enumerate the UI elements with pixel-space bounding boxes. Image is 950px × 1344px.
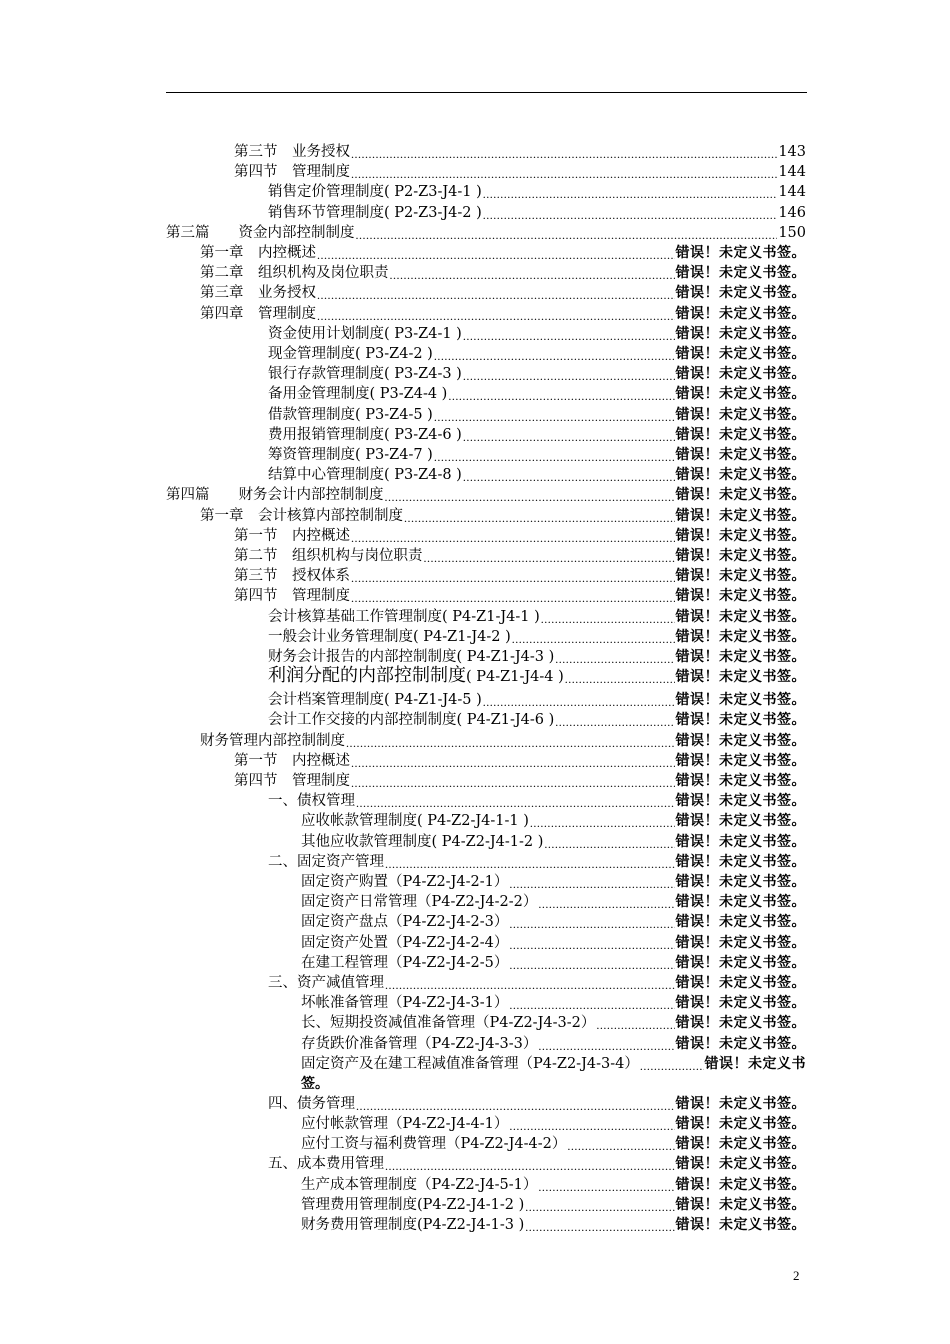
toc-entry[interactable] (268, 344, 806, 364)
dot-leader (404, 510, 675, 526)
toc-entry[interactable] (268, 852, 806, 872)
dot-leader (483, 186, 778, 202)
dot-leader (356, 227, 778, 243)
dot-leader (351, 755, 675, 771)
dot-leader (509, 937, 674, 953)
dot-leader (463, 328, 675, 344)
toc-entry-page: 错误！未定义书签。 (675, 1196, 806, 1213)
toc-entry-label: 销售定价管理制度( P2-Z3-J4-1 ) (268, 184, 482, 201)
toc-entry-label: 财务会计报告的内部控制制度( P4-Z1-J4-3 ) (268, 649, 555, 665)
toc-entry-label: 第二节 组织机构与岗位职责 (234, 548, 423, 564)
toc-entry-page: 错误！未定义书签。 (675, 954, 806, 971)
toc-entry-page: 144 (778, 164, 806, 181)
toc-entry-label: 第三节 授权体系 (234, 568, 350, 585)
toc-entry[interactable] (268, 364, 806, 384)
toc-entry-label: 四、债务管理 (268, 1095, 355, 1112)
toc-entry-label: 银行存款管理制度( P3-Z4-3 ) (268, 366, 462, 383)
toc-entry-page: 错误！未定义书签。 (675, 669, 806, 686)
toc-entry[interactable] (234, 526, 806, 546)
dot-leader (356, 1098, 675, 1114)
toc-entry[interactable] (166, 223, 806, 243)
toc-entry[interactable] (268, 791, 806, 811)
toc-entry-label: 现金管理制度( P3-Z4-2 ) (268, 346, 433, 362)
toc-entry-label: 第四篇 财务会计内部控制制度 (166, 487, 384, 504)
dot-leader (509, 916, 674, 932)
dot-leader (483, 694, 675, 710)
toc-entry-page: 错误！未定义书签。 (675, 692, 806, 709)
dot-leader (434, 348, 675, 364)
toc-entry-page: 错误！未定义书签。 (675, 853, 806, 870)
toc-entry-label: 应付帐款管理（P4-Z2-J4-4-1） (301, 1116, 509, 1132)
dot-leader (351, 570, 675, 586)
toc-entry-label: 借款管理制度( P3-Z4-5 ) (268, 406, 433, 423)
dot-leader (567, 1138, 674, 1154)
toc-entry-label: 财务管理内部控制制度 (200, 732, 345, 749)
toc-entry-label (268, 666, 564, 687)
toc-entry-page: 错误！未定义书签。 (675, 366, 806, 383)
toc-entry[interactable] (301, 1114, 806, 1134)
toc-entry-page: 错误！未定义书签。 (675, 874, 806, 890)
toc-entry-page: 错误！未定义书签。 (675, 527, 806, 544)
toc-entry-label-suffix: ( P4-Z1-J4-4 ) (466, 669, 564, 686)
dot-leader (385, 1158, 675, 1174)
toc-entry-label: 第一节 内控概述 (234, 527, 350, 544)
toc-entry[interactable] (301, 892, 806, 912)
toc-entry-label: 第三节 业务授权 (234, 144, 350, 160)
toc-entry[interactable] (268, 324, 806, 344)
dot-leader (385, 489, 675, 505)
dot-leader (544, 836, 674, 852)
toc-entry-label: 资金使用计划制度( P3-Z4-1 ) (268, 325, 462, 342)
dot-leader (448, 388, 674, 404)
dot-leader (317, 247, 675, 263)
dot-leader (317, 308, 675, 324)
toc-entry[interactable] (268, 445, 806, 465)
toc-entry-page: 错误！未定义书签。 (675, 447, 806, 463)
toc-entry[interactable] (301, 832, 806, 852)
dot-leader (565, 671, 675, 687)
toc-entry-page: 错误！未定义书签。 (675, 894, 806, 911)
toc-entry-page: 143 (778, 144, 806, 160)
toc-entry[interactable] (268, 384, 806, 404)
toc-entry-label: 费用报销管理制度( P3-Z4-6 ) (268, 426, 462, 443)
dot-leader (351, 590, 675, 606)
dot-leader (538, 1038, 674, 1054)
toc-entry-label: 销售环节管理制度( P2-Z3-J4-2 ) (268, 204, 482, 221)
toc-entry-page: 错误！未定义书签。 (675, 995, 806, 1012)
toc-entry-label: 结算中心管理制度( P3-Z4-8 ) (268, 467, 462, 484)
toc-entry-page: 错误！未定义书签。 (675, 649, 806, 665)
toc-entry-label: 管理费用管理制度(P4-Z2-J4-1-2 ) (301, 1196, 525, 1213)
toc-entry-label: 第四章 管理制度 (200, 305, 316, 322)
toc-entry-page: 错误！未定义书签。 (675, 507, 806, 524)
toc-entry[interactable] (200, 243, 806, 263)
toc-entry-page: 错误！未定义书签。 (675, 628, 806, 645)
toc-entry-page: 150 (778, 224, 806, 241)
toc-entry-page: 错误！未定义书签。 (675, 1176, 806, 1193)
toc-entry[interactable] (301, 1215, 806, 1235)
toc-entry-label: 五、成本费用管理 (268, 1156, 384, 1173)
toc-entry[interactable] (268, 425, 806, 445)
toc-entry[interactable] (234, 142, 806, 162)
dot-leader (525, 1199, 674, 1215)
toc-entry[interactable] (301, 1054, 806, 1094)
dot-leader (351, 775, 675, 791)
toc-entry-label: 第二章 组织机构及岗位职责 (200, 265, 389, 282)
dot-leader (385, 977, 675, 993)
toc-entry-page: 错误！未定义书签。 (675, 588, 806, 605)
toc-entry-label: 应收帐款管理制度( P4-Z2-J4-1-1 ) (301, 813, 529, 830)
toc-entry[interactable] (268, 973, 806, 993)
toc-entry-page: 错误！未定义书签。 (675, 934, 806, 951)
toc-entry-page: 错误！未定义书签。 (675, 265, 806, 282)
toc-entry-label: 坏帐准备管理（P4-Z2-J4-3-1） (301, 995, 509, 1012)
toc-entry[interactable] (234, 771, 806, 791)
dot-leader (509, 957, 674, 973)
toc-entry[interactable] (200, 304, 806, 324)
dot-leader (512, 631, 675, 647)
toc-entry-page: 错误！未定义书签。 (675, 568, 806, 585)
toc-entry-label: 第四节 管理制度 (234, 773, 350, 789)
toc-entry[interactable] (268, 647, 806, 667)
toc-entry-label: 存货跌价准备管理（P4-Z2-J4-3-3） (301, 1035, 538, 1052)
toc-entry-page: 错误！未定义书签。 (675, 285, 806, 302)
toc-entry-page: 146 (778, 204, 806, 221)
toc-entry-page-wrap: 签。 (301, 1075, 329, 1092)
toc-entry[interactable] (268, 182, 806, 202)
dot-leader (434, 409, 675, 425)
toc-entry-label: 第四节 管理制度 (234, 164, 350, 181)
toc-entry[interactable] (234, 586, 806, 606)
toc-entry-page: 错误！未定义书签。 (675, 914, 806, 931)
toc-entry-label: 在建工程管理（P4-Z2-J4-2-5） (301, 954, 509, 971)
toc-entry-page: 错误！未定义书签。 (675, 793, 806, 810)
toc-entry-label: 一、债权管理 (268, 793, 355, 810)
toc-entry[interactable] (268, 607, 806, 627)
toc-entry-page: 错误！未定义书签。 (675, 773, 806, 789)
toc-entry[interactable] (301, 933, 806, 953)
dot-leader (640, 1058, 704, 1074)
toc-entry-page: 错误！未定义书签。 (675, 833, 806, 850)
dot-leader (463, 429, 675, 445)
dot-leader (351, 146, 777, 162)
dot-leader (530, 815, 675, 831)
toc-entry[interactable] (301, 811, 806, 831)
toc-entry[interactable] (234, 162, 806, 182)
dot-leader (555, 651, 674, 667)
dot-leader (483, 207, 778, 223)
toc-entry-label-main: 利润分配的内部控制制度 (268, 665, 466, 687)
toc-entry-page: 错误！未定义书签。 (675, 712, 806, 729)
toc-entry-label: 筹资管理制度( P3-Z4-7 ) (268, 447, 433, 463)
dot-leader (346, 735, 675, 751)
toc-entry-label: 其他应收款管理制度( P4-Z2-J4-1-2 ) (301, 833, 544, 850)
toc-entry-label: 应付工资与福利费管理（P4-Z2-J4-4-2） (301, 1136, 567, 1153)
toc-entry[interactable] (268, 710, 806, 730)
toc-entry-page: 错误！未定义书签。 (675, 426, 806, 443)
toc-entry-page: 错误！未定义书签。 (675, 346, 806, 362)
dot-leader (538, 1179, 674, 1195)
header-rule (166, 92, 807, 93)
dot-leader (385, 856, 675, 872)
toc-entry[interactable] (301, 912, 806, 932)
toc-entry-label: 备用金管理制度( P3-Z4-4 ) (268, 386, 448, 403)
dot-leader (509, 997, 674, 1013)
toc-entry[interactable] (200, 263, 806, 283)
toc-entry-label: 三、资产减值管理 (268, 975, 384, 991)
toc-entry-label: 第一章 内控概述 (200, 245, 316, 261)
toc-entry-page: 错误！未定义书签。 (675, 467, 806, 484)
toc-entry-label: 会计档案管理制度( P4-Z1-J4-5 ) (268, 692, 482, 709)
toc-entry-page: 错误！未定义书签。 (675, 386, 806, 403)
toc-entry-label: 长、短期投资减值准备管理（P4-Z2-J4-3-2） (301, 1015, 596, 1032)
toc-entry[interactable] (301, 1134, 806, 1154)
toc-entry-page: 错误！未定义书签。 (675, 813, 806, 830)
toc-entry-page: 错误！未定义书签。 (675, 1136, 806, 1153)
toc-entry-label: 第三章 业务授权 (200, 285, 316, 302)
dot-leader (463, 469, 675, 485)
dot-leader (555, 714, 674, 730)
toc-entry-page: 错误！未定义书签。 (675, 1156, 806, 1173)
toc-entry[interactable] (268, 690, 806, 710)
toc-entry[interactable] (234, 566, 806, 586)
toc-entry[interactable] (301, 953, 806, 973)
toc-entry-page: 错误！未定义书签。 (675, 245, 806, 261)
toc-entry[interactable] (268, 405, 806, 425)
toc-entry[interactable] (301, 1175, 806, 1195)
dot-leader (390, 267, 675, 283)
dot-leader (351, 530, 675, 546)
page-number: 2 (793, 1268, 800, 1283)
toc-entry-page: 错误！未定义书签。 (675, 406, 806, 423)
toc-entry-page: 错误！未定义书签。 (675, 732, 806, 749)
dot-leader (541, 611, 675, 627)
toc-entry[interactable] (268, 1094, 806, 1114)
toc-entry-page: 144 (778, 184, 806, 201)
dot-leader (351, 166, 777, 182)
toc-entry-label: 一般会计业务管理制度( P4-Z1-J4-2 ) (268, 628, 511, 645)
toc-entry-label: 固定资产购置（P4-Z2-J4-2-1） (301, 874, 509, 890)
toc-entry-label: 固定资产及在建工程减值准备管理（P4-Z2-J4-3-4） (301, 1055, 639, 1072)
dot-leader (317, 287, 675, 303)
toc-entry-page: 错误！未定义书签。 (675, 1035, 806, 1052)
dot-leader (463, 368, 675, 384)
toc-entry-label: 第一章 会计核算内部控制制度 (200, 507, 403, 524)
toc-entry-label: 第三篇 资金内部控制制度 (166, 224, 355, 241)
toc-entry-page: 错误！未定义书签。 (675, 1095, 806, 1112)
toc-entry[interactable] (301, 993, 806, 1013)
toc-entry-label: 固定资产日常管理（P4-Z2-J4-2-2） (301, 894, 538, 911)
toc-entry-page: 错误！未定义书签。 (675, 1217, 806, 1233)
toc-entry-label: 二、固定资产管理 (268, 853, 384, 870)
toc-entry[interactable] (301, 1195, 806, 1215)
toc-entry-page: 错误！未定义书签。 (675, 325, 806, 342)
toc-entry[interactable] (200, 731, 806, 751)
toc-entry[interactable] (166, 485, 806, 505)
toc-entry-label: 固定资产处置（P4-Z2-J4-2-4） (301, 934, 509, 951)
toc-entry[interactable] (268, 465, 806, 485)
toc-entry[interactable] (234, 546, 806, 566)
toc-entry-page: 错误！未定义书签。 (675, 752, 806, 769)
toc-entry[interactable] (200, 506, 806, 526)
dot-leader (434, 449, 675, 465)
toc-entry-page: 错误！未定义书 (704, 1055, 806, 1072)
toc-entry[interactable] (234, 751, 806, 771)
dot-leader (538, 896, 674, 912)
toc-entry-page: 错误！未定义书签。 (675, 305, 806, 322)
dot-leader (525, 1219, 674, 1235)
toc-entry-page: 错误！未定义书签。 (675, 608, 806, 625)
toc-entry-page: 错误！未定义书签。 (675, 548, 806, 564)
toc-entry-label: 会计核算基础工作管理制度( P4-Z1-J4-1 ) (268, 608, 540, 625)
toc-entry[interactable] (268, 667, 806, 687)
toc-entry-label: 第一节 内控概述 (234, 752, 350, 769)
dot-leader (596, 1017, 674, 1033)
toc-entry-label: 第四节 管理制度 (234, 588, 350, 605)
toc-entry[interactable] (301, 1013, 806, 1033)
toc-entry[interactable] (301, 872, 806, 892)
toc-entry[interactable] (268, 627, 806, 647)
toc-entry-label: 固定资产盘点（P4-Z2-J4-2-3） (301, 914, 509, 931)
toc-entry-label: 生产成本管理制度（P4-Z2-J4-5-1） (301, 1176, 538, 1193)
toc-entry-label: 会计工作交接的内部控制制度( P4-Z1-J4-6 ) (268, 712, 555, 729)
dot-leader (356, 795, 675, 811)
toc-entry[interactable] (268, 203, 806, 223)
toc-entry[interactable] (268, 1154, 806, 1174)
toc-entry-page: 错误！未定义书签。 (675, 487, 806, 504)
toc-entry-page: 错误！未定义书签。 (675, 975, 806, 991)
toc-entry[interactable] (301, 1034, 806, 1054)
dot-leader (509, 876, 674, 892)
toc-entry-page: 错误！未定义书签。 (675, 1116, 806, 1132)
toc-entry[interactable] (200, 283, 806, 303)
dot-leader (424, 550, 675, 566)
toc-entry-page: 错误！未定义书签。 (675, 1015, 806, 1032)
toc-entry-label: 财务费用管理制度(P4-Z2-J4-1-3 ) (301, 1217, 525, 1233)
dot-leader (509, 1118, 674, 1134)
